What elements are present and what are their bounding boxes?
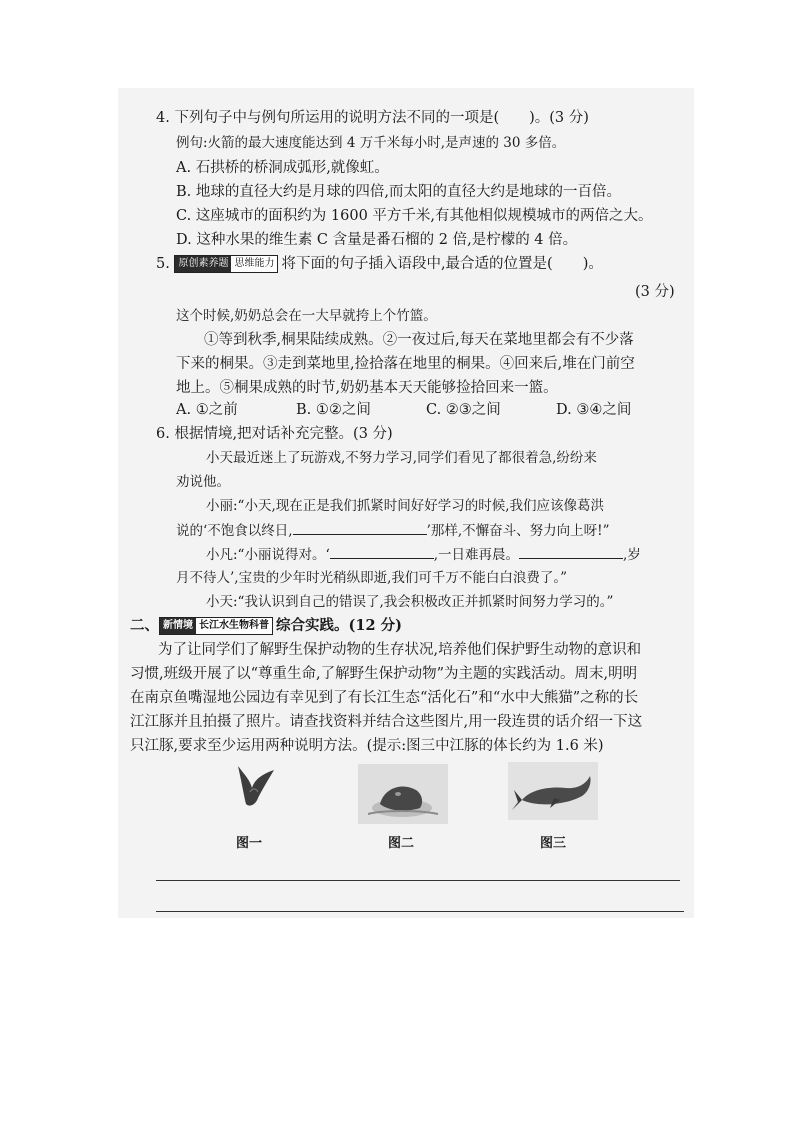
q4-option-c: C. 这座城市的面积约为 1600 平方千米,有其他相似规模城市的两倍之大。 (176, 208, 653, 224)
part2-body-line: 江江豚并且拍摄了照片。请查找资料并结合这些图片,用一段连贯的话介绍一下这 (130, 714, 643, 730)
figure-1-caption: 图一 (236, 836, 263, 851)
part2-header: 二、 新情境 长江水生物科普 综合实践。(12 分) (130, 617, 402, 634)
q4-example: 例句:火箭的最大速度能达到 4 万千米每小时,是声速的 30 多倍。 (176, 135, 566, 151)
q5-passage-line: 下来的桐果。③走到菜地里,捡拾落在地里的桐果。④回来后,堆在门前空 (176, 356, 635, 372)
q6-xiaofan-line: 小凡:“小丽说得对。‘ ,一日难再晨。 ,岁 (206, 544, 641, 565)
q5-sentence: 这个时候,奶奶总会在一大早就挎上个竹篮。 (176, 308, 437, 324)
part2-body-line: 为了让同学们了解野生保护动物的生存状况,培养他们保护野生动物的意识和 (158, 642, 642, 658)
porpoise-surfacing-photo (358, 764, 448, 824)
answer-blank[interactable] (519, 544, 623, 559)
q6-stem: 6. 根据情境,把对话补充完整。(3 分) (156, 426, 393, 442)
q4-option-a: A. 石拱桥的桥洞成弧形,就像虹。 (176, 160, 389, 176)
q5-option-b: B. ①②之间 (296, 402, 371, 418)
q5-passage-line: 地上。⑤桐果成熟的时节,奶奶基本天天能够捡拾回来一篮。 (176, 380, 558, 396)
q4-stem: 4. 下列句子中与例句所运用的说明方法不同的一项是( )。(3 分) (156, 110, 589, 126)
q5-option-c: C. ②③之间 (426, 402, 501, 418)
q4-option-d: D. 这种水果的维生素 C 含量是番石榴的 2 倍,是柠檬的 4 倍。 (176, 232, 578, 248)
q6-intro: 小天最近迷上了玩游戏,不努力学习,同学们看见了都很着急,纷纷来 (206, 450, 597, 466)
figure-2-caption: 图二 (388, 836, 415, 851)
answer-blank[interactable] (330, 544, 434, 559)
porpoise-tail-photo (228, 762, 282, 810)
q6-xiaoli-line: 说的‘不饱食以终日, ’那样,不懈奋斗、努力向上呀!” (176, 520, 610, 541)
part2-body-line: 在南京鱼嘴湿地公园边有幸见到了有长江生态“活化石”和“水中大熊猫”之称的长 (130, 690, 639, 706)
q5-score: (3 分) (635, 284, 675, 300)
q5-passage-line: ①等到秋季,桐果陆续成熟。②一夜过后,每天在菜地里都会有不少落 (204, 332, 634, 348)
q6-xiaoli-line: 小丽:“小天,现在正是我们抓紧时间好好学习的时候,我们应该像葛洪 (206, 498, 605, 514)
part2-tag: 新情境 长江水生物科普 (159, 617, 273, 635)
q4-option-b: B. 地球的直径大约是月球的四倍,而太阳的直径大约是地球的一百倍。 (176, 184, 621, 200)
answer-blank[interactable] (293, 520, 427, 535)
q5-option-a: A. ①之前 (176, 402, 238, 418)
q6-xiaotian-line: 小天:“我认识到自己的错误了,我会积极改正并抓紧时间努力学习的。” (206, 594, 614, 610)
answer-line[interactable] (156, 911, 684, 912)
answer-line[interactable] (156, 880, 680, 881)
q5-tag: 原创素养题 思维能力 (174, 255, 278, 273)
part2-body-line: 习惯,班级开展了以“尊重生命,了解野生保护动物”为主题的实践活动。周末,明明 (130, 666, 638, 682)
q5-option-d: D. ③④之间 (556, 402, 632, 418)
figure-3-caption: 图三 (540, 836, 567, 851)
part2-body-line: 只江豚,要求至少运用两种说明方法。(提示:图三中江豚的体长约为 1.6 米) (130, 738, 604, 754)
q6-intro: 劝说他。 (176, 474, 230, 490)
q5-stem: 5. 原创素养题 思维能力 将下面的句子插入语段中,最合适的位置是( )。 (156, 256, 603, 272)
porpoise-swimming-photo (508, 762, 598, 820)
q6-xiaofan-line: 月不待人’,宝贵的少年时光稍纵即逝,我们可千万不能白白浪费了。” (176, 570, 568, 586)
